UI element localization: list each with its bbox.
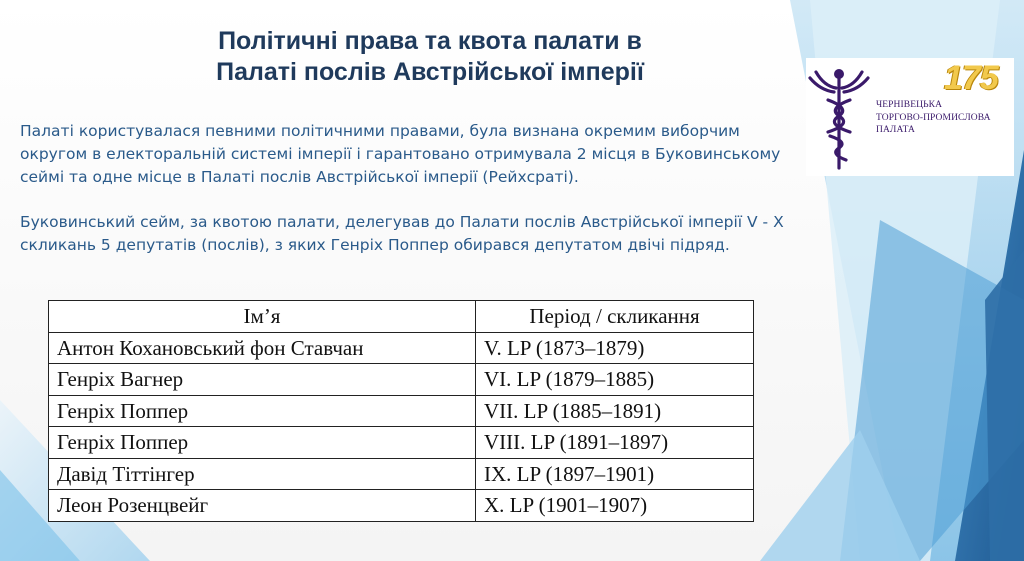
- logo-line-3: ПАЛАТА: [876, 125, 915, 135]
- deputy-name: Генріх Поппер: [49, 395, 476, 427]
- paragraph-quota: Буковинський сейм, за квотою палати, делегував до Палати послів Австрійської імперії V - X скликань 5 депутатів (послів), з яких Генріх Поппер обирався депутатом двічі підряд.: [20, 213, 784, 254]
- deputy-name: Генріх Поппер: [49, 427, 476, 459]
- deputy-period: VIII. LP (1891–1897): [476, 427, 754, 459]
- title-line-2: Палаті послів Австрійської імперії: [216, 58, 644, 86]
- deputy-period: IX. LP (1897–1901): [476, 458, 754, 490]
- title-line-1: Політичні права та квота палати в: [218, 27, 642, 55]
- deputy-name: Антон Кохановський фон Ставчан: [49, 332, 476, 364]
- table-row: [49, 490, 754, 522]
- decor-right-accent: [985, 250, 1024, 561]
- paragraph-rights: Палаті користувалася певними політичними правами, була визнана окремим виборчим округом в електоральній системі імперії і гарантовано отримувала 2 місця в Буковинському сеймі та одне місце в Палаті послів Австрійської імперії (Рейхсраті).: [20, 122, 781, 186]
- table-row: [49, 364, 754, 396]
- page-title: [110, 26, 750, 88]
- table-header-row: [49, 301, 754, 333]
- deputies-table: [48, 300, 754, 522]
- deputy-period: VII. LP (1885–1891): [476, 395, 754, 427]
- table-row: [49, 395, 754, 427]
- caduceus-icon: [806, 62, 872, 172]
- logo-caption: [876, 99, 1011, 137]
- table-row: [49, 458, 754, 490]
- deputy-period: VI. LP (1879–1885): [476, 364, 754, 396]
- logo-line-1: ЧЕРНІВЕЦЬКА: [876, 100, 943, 110]
- deputy-name: Давід Тіттінгер: [49, 458, 476, 490]
- column-header-name: Ім’я: [49, 301, 476, 333]
- deputy-period: X. LP (1901–1907): [476, 490, 754, 522]
- table-row: [49, 427, 754, 459]
- logo-line-2: ТОРГОВО-ПРОМИСЛОВА: [876, 112, 991, 123]
- chamber-logo: [806, 58, 1014, 176]
- deputy-name: Генріх Вагнер: [49, 364, 476, 396]
- deputy-name: Леон Розенцвейг: [49, 490, 476, 522]
- deputy-period: V. LP (1873–1879): [476, 332, 754, 364]
- table-row: [49, 332, 754, 364]
- anniversary-badge: 175: [944, 59, 998, 97]
- column-header-period: Період / скликання: [476, 301, 754, 333]
